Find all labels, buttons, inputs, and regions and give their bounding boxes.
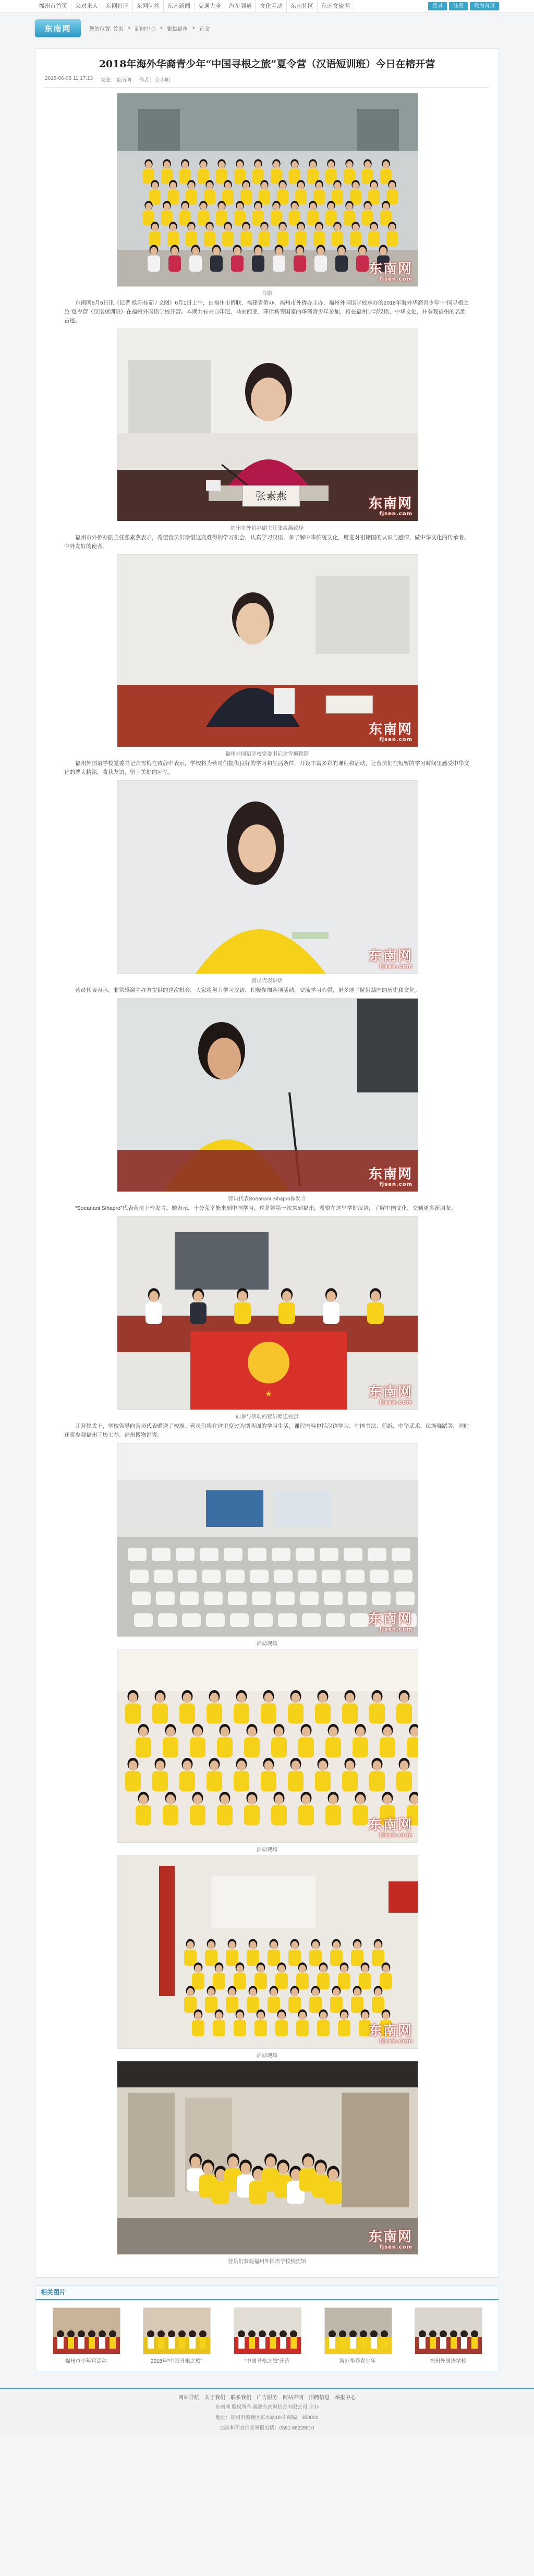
caption-1: 合影: [262, 291, 272, 297]
footer-nav: [0, 2393, 534, 2401]
footer: [0, 2388, 534, 2437]
student-photo-2: 东南网 fjsen.com: [117, 998, 418, 1192]
footer-nav-item[interactable]: 广告服务: [257, 2395, 277, 2401]
caption-8: 活动现场: [257, 1847, 277, 1853]
top-nav-item[interactable]: 来对来人: [71, 0, 102, 13]
caption-5: 营员代表Soeanani Sihapro做发言: [228, 1196, 306, 1202]
breadcrumb-item[interactable]: 您的位置: 首页: [89, 26, 124, 32]
related-images: [35, 2285, 499, 2372]
related-label[interactable]: 福州外国语学校: [430, 2359, 467, 2364]
flag-photo: ★ 东南网 fjsen.com: [117, 1216, 418, 1410]
breadcrumb-separator: >: [127, 25, 131, 31]
paragraph-4: 营员代表表示，非常感谢主办方提供的这次机会，大家将努力学习汉语，积极参加各项活动，交流学习心得，更多地了解祖籍国的历史和文化。: [75, 987, 420, 993]
student-photo-1: 东南网 fjsen.com: [117, 780, 418, 974]
figure-audience: [117, 1649, 417, 1853]
article-editor: 作者：金小明: [139, 78, 171, 83]
caption-9: 活动现场: [257, 2053, 277, 2059]
article-panel: [35, 48, 499, 2278]
related-label[interactable]: 2018年“中国寻根之旅”: [150, 2359, 202, 2364]
article-title: 2018年海外华裔青少年“中国寻根之旅”夏令营（汉语短训班）今日在榕开营: [99, 58, 435, 70]
top-nav: [35, 0, 354, 13]
caption-10: 营员们参观福州外国语学校校史馆: [228, 2259, 306, 2265]
footer-line-2: 地址：福州市鼓楼区东水路18号 邮编：350001: [215, 2415, 319, 2421]
top-buttons: [428, 2, 499, 10]
figure-speaker-1: [117, 329, 417, 531]
related-item[interactable]: [415, 2307, 481, 2364]
breadcrumb-separator: >: [192, 25, 196, 31]
top-nav-item[interactable]: 东南新闻: [164, 0, 195, 13]
top-nav-item[interactable]: 福州市首页: [35, 0, 71, 13]
figure-group-photo: [117, 93, 417, 297]
figure-room: [117, 1855, 417, 2059]
related-grid: [35, 2300, 499, 2364]
figure-student-1: [117, 780, 417, 984]
top-nav-item[interactable]: 文化互动: [256, 0, 287, 13]
related-heading: 相关图片: [35, 2286, 499, 2300]
logo-row: [35, 13, 499, 43]
breadcrumb-item[interactable]: 聚焦福州: [167, 26, 188, 32]
room-photo: 东南网 fjsen.com: [117, 1855, 418, 2049]
caption-6: 向参与活动的营员赠送校旗: [236, 1414, 298, 1420]
footer-nav-item[interactable]: 网站声明: [283, 2395, 304, 2401]
footer-nav-item[interactable]: 招聘信息: [309, 2395, 330, 2401]
site-logo[interactable]: 东南网: [35, 19, 81, 37]
footer-nav-item[interactable]: 举报中心: [335, 2395, 356, 2401]
figure-hall: [117, 1443, 417, 1647]
top-nav-item[interactable]: 东网社区: [102, 0, 133, 13]
top-bar: [0, 0, 534, 13]
top-button[interactable]: 注册: [449, 2, 468, 10]
speaker-photo-1: 张素燕 东南网 fjsen.com: [117, 329, 418, 521]
top-nav-item[interactable]: 汽车频道: [225, 0, 256, 13]
svg-text:张素燕: 张素燕: [256, 490, 287, 502]
caption-4: 营员代表讲话: [251, 978, 283, 984]
related-thumbnail[interactable]: [324, 2307, 392, 2354]
audience-photo: 东南网 fjsen.com: [117, 1649, 418, 1843]
related-item[interactable]: [234, 2307, 300, 2364]
article-body: [35, 88, 499, 2265]
breadcrumb-separator: >: [160, 25, 163, 31]
related-thumbnail[interactable]: [415, 2307, 482, 2354]
top-nav-item[interactable]: 东网问答: [133, 0, 164, 13]
related-item[interactable]: [53, 2307, 119, 2364]
footer-nav-item[interactable]: 关于我们: [204, 2395, 225, 2401]
breadcrumb-item: 正文: [199, 26, 210, 32]
svg-text:★: ★: [264, 1389, 273, 1399]
related-thumbnail[interactable]: [234, 2307, 301, 2354]
related-item[interactable]: [324, 2307, 391, 2364]
figure-flag: [117, 1216, 417, 1420]
related-label[interactable]: 海外华裔青少年: [339, 2359, 376, 2364]
footer-nav-item[interactable]: 网站导航: [178, 2395, 199, 2401]
caption-7: 活动现场: [257, 1641, 277, 1647]
related-label[interactable]: “中国寻根之旅”开营: [244, 2359, 290, 2364]
caption-2: 福州市外侨办副主任张素燕致辞: [230, 526, 304, 531]
article-meta: [45, 76, 489, 88]
caption-3: 福州外国语学校党委书记余雪梅致辞: [225, 751, 309, 757]
breadcrumb: [87, 25, 212, 32]
paragraph-6: 开营仪式上，学校领导向营员代表赠送了校旗。营员们将在这里度过为期两周的学习生活，课程内容包括汉语学习、中国书法、剪纸、中华武术、民族舞蹈等，同时还将参观福州三坊七巷、福州博物馆等。: [64, 1423, 469, 1438]
speaker-photo-2: 东南网 fjsen.com: [117, 554, 418, 747]
breadcrumb-item[interactable]: 新闻中心: [135, 26, 156, 32]
footer-line-1: 东南网 版权所有 福建东南网信息有限公司 主办: [215, 2404, 319, 2410]
top-button[interactable]: 设为首页: [470, 2, 499, 10]
museum-photo: 东南网 fjsen.com: [117, 2061, 418, 2255]
paragraph-3: 福州外国语学校党委书记余雪梅在致辞中表示，学校将为营员们提供良好的学习和生活条件，开设丰富多彩的课程和活动，让营员们在短暂的学习时间里感受中华文化的博大精深，收获友谊，留下美好的回忆。: [64, 760, 469, 775]
paragraph-2: 福州市外侨办副主任张素燕表示，希望营员们珍惜这次难得的学习机会，认真学习汉语，多了解中华传统文化，增进对祖籍国的认识与感情，做中华文化的传承者、中外友好的使者。: [64, 534, 469, 550]
related-label[interactable]: 福州市少年宫活动: [65, 2359, 107, 2364]
paragraph-5: “Soeanani Sihapro”代表营员上台发言。她表示，十分荣幸能来到中国学习，这是她第一次来到福州，希望在这里学好汉语，了解中国文化，交到更多新朋友。: [75, 1205, 456, 1211]
hall-photo: 东南网 fjsen.com: [117, 1443, 418, 1637]
article-date: 2018-06-05 11:17:13: [45, 76, 93, 81]
top-nav-item[interactable]: 交通大全: [195, 0, 225, 13]
related-thumbnail[interactable]: [53, 2307, 120, 2354]
group-photo: 东南网 fjsen.com: [117, 93, 418, 287]
figure-student-2: [117, 998, 417, 1202]
related-thumbnail[interactable]: [143, 2307, 211, 2354]
related-item[interactable]: [143, 2307, 210, 2364]
top-button[interactable]: 登录: [428, 2, 447, 10]
article-source: 来源：东南网: [100, 78, 132, 83]
footer-nav-item[interactable]: 联系我们: [230, 2395, 251, 2401]
top-nav-item[interactable]: 东南社区: [287, 0, 318, 13]
figure-museum: [117, 2061, 417, 2265]
paragraph-1: 东南网6月5日讯（记者 欧阳桂茹 / 文图）6月1日上午，由福州市侨联、福建省侨办、福州市外侨办主办，福州外国语学校承办的2018年海外华裔青少年“中国寻根之旅”夏令营（汉语短训班）在福州外国语学校开营。本期共有来自印尼、马来西亚、菲律宾等国家的华裔青少年参加，将在福州学习汉语、中华文化，并参观福州的名胜古迹。: [64, 300, 469, 324]
figure-speaker-2: [117, 554, 417, 757]
top-nav-item[interactable]: 东南文旅网: [318, 0, 354, 13]
footer-line-3: 违法和不良信息举报电话：0591-88226910: [220, 2425, 314, 2431]
